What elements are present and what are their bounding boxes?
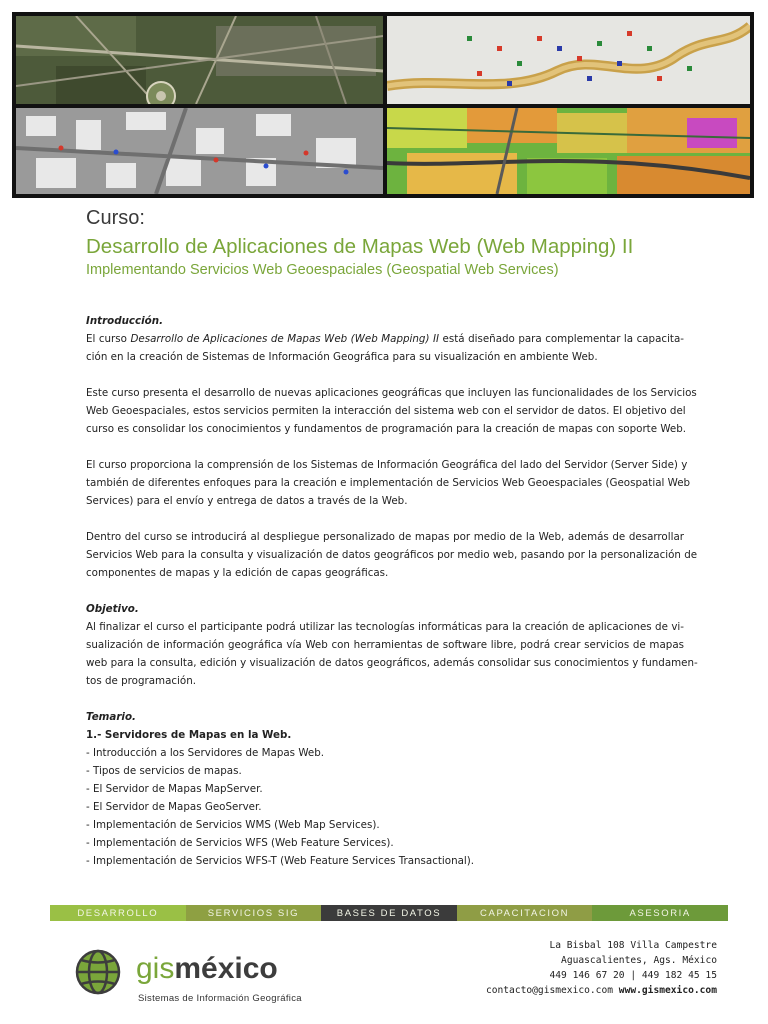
nav-item-capacitacion: CAPACITACION [457, 905, 593, 921]
website-link[interactable]: www.gismexico.com [618, 985, 717, 996]
nav-item-servicios-sig: SERVICIOS SIG [186, 905, 322, 921]
syllabus-item: - Introducción a los Servidores de Mapas Web. [86, 747, 325, 759]
objective-heading: Objetivo. [86, 603, 139, 615]
syllabus-item: - Tipos de servicios de mapas. [86, 765, 242, 777]
intro-line: Services) para el envío y entrega de datos a través de la Web. [86, 495, 408, 507]
intro-line: Dentro del curso se introducirá al despliegue personalizado de mapas por medio de la Web, además de desarrollar [86, 531, 684, 543]
land-use-map-image [387, 108, 750, 194]
course-description [86, 312, 698, 870]
objective-line: tos de programación. [86, 675, 197, 687]
brand-part-gis: gis [136, 952, 175, 985]
intro-line: componentes de mapas y la edición de capas geográficas. [86, 567, 389, 579]
nav-item-asesoria: ASESORIA [592, 905, 728, 921]
address-line-1: La Bisbal 108 Villa Campestre [549, 940, 717, 951]
address-line-2: Aguascalientes, Ags. México [561, 955, 717, 966]
objective-line: sualización de información geográfica vía Web con herramientas de software libre, podrá crear servicios de mapas [86, 639, 684, 651]
objective-line: Al finalizar el curso el participante podrá utilizar las tecnologías informáticas para la creación de aplicaciones de vi- [86, 621, 684, 633]
syllabus-item: - El Servidor de Mapas MapServer. [86, 783, 263, 795]
course-label: Curso: [86, 207, 145, 229]
brand-tagline: Sistemas de Información Geográfica [138, 993, 302, 1004]
brand-part-mexico: méxico [174, 952, 278, 985]
objective-paragraph [86, 618, 698, 690]
syllabus-item: - Implementación de Servicios WFS (Web Feature Services). [86, 837, 394, 849]
syllabus-item: - Implementación de Servicios WFS-T (Web Feature Services Transactional). [86, 855, 475, 867]
syllabus-heading: Temario. [86, 711, 136, 723]
phone-numbers: 449 146 67 20 | 449 182 45 15 [549, 970, 717, 981]
contact-block [486, 938, 717, 998]
intro-line: también de diferentes enfoques para la creación e implementación de Servicios Web Geoespaciales (Geospatial Web [86, 477, 691, 489]
course-subtitle: Implementando Servicios Web Geoespaciales (Geospatial Web Services) [86, 262, 559, 278]
course-name-italic: Desarrollo de Aplicaciones de Mapas Web (Web Mapping) II [130, 333, 440, 345]
intro-heading: Introducción. [86, 315, 163, 327]
intro-line: El curso proporciona la comprensión de los Sistemas de Información Geográfica del lado del Servidor (Server Side) y [86, 459, 688, 471]
intro-line: Web Geoespaciales, estos servicios permiten la interacción del sistema web con el servidor de datos. El objetivo del [86, 405, 686, 417]
city-3d-map-image [16, 108, 383, 194]
course-title: Desarrollo de Aplicaciones de Mapas Web (Web Mapping) II [86, 235, 634, 258]
nav-item-desarrollo: DESARROLLO [50, 905, 186, 921]
intro-line: Servicios Web para la consulta y visualización de datos geográficos por medio web, pasando por la personalización de [86, 549, 698, 561]
header-image-mosaic [12, 12, 754, 198]
point-map-image [387, 16, 750, 104]
intro-paragraph-3 [86, 456, 691, 510]
syllabus-topic: 1.- Servidores de Mapas en la Web. [86, 729, 292, 741]
intro-paragraph-2 [86, 384, 697, 438]
nav-item-bases-de-datos: BASES DE DATOS [321, 905, 457, 921]
intro-paragraph-4 [86, 528, 698, 582]
brand-name [136, 952, 278, 986]
objective-line: web para la consulta, edición y visualización de datos geográficos, además consolidar sus conocimientos y fundamen- [86, 657, 698, 669]
aerial-photo-image [16, 16, 383, 104]
intro-line: curso es consolidar los conocimientos y fundamentos de programación para la creación de mapas con soporte Web. [86, 423, 687, 435]
intro-paragraph-1 [86, 330, 684, 366]
contact-email[interactable]: contacto@gismexico.com [485, 985, 614, 996]
services-nav-bar [50, 905, 728, 921]
syllabus-item: - El Servidor de Mapas GeoServer. [86, 801, 262, 813]
intro-text: está diseñado para complementar la capacita- [439, 333, 684, 345]
syllabus-item: - Implementación de Servicios WMS (Web Map Services). [86, 819, 380, 831]
intro-line: ción en la creación de Sistemas de Información Geográfica para su visualización en ambiente Web. [86, 351, 598, 363]
intro-text: El curso [86, 333, 131, 345]
intro-line: Este curso presenta el desarrollo de nuevas aplicaciones geográficas que incluyen las funcionalidades de los Servicios [86, 387, 697, 399]
